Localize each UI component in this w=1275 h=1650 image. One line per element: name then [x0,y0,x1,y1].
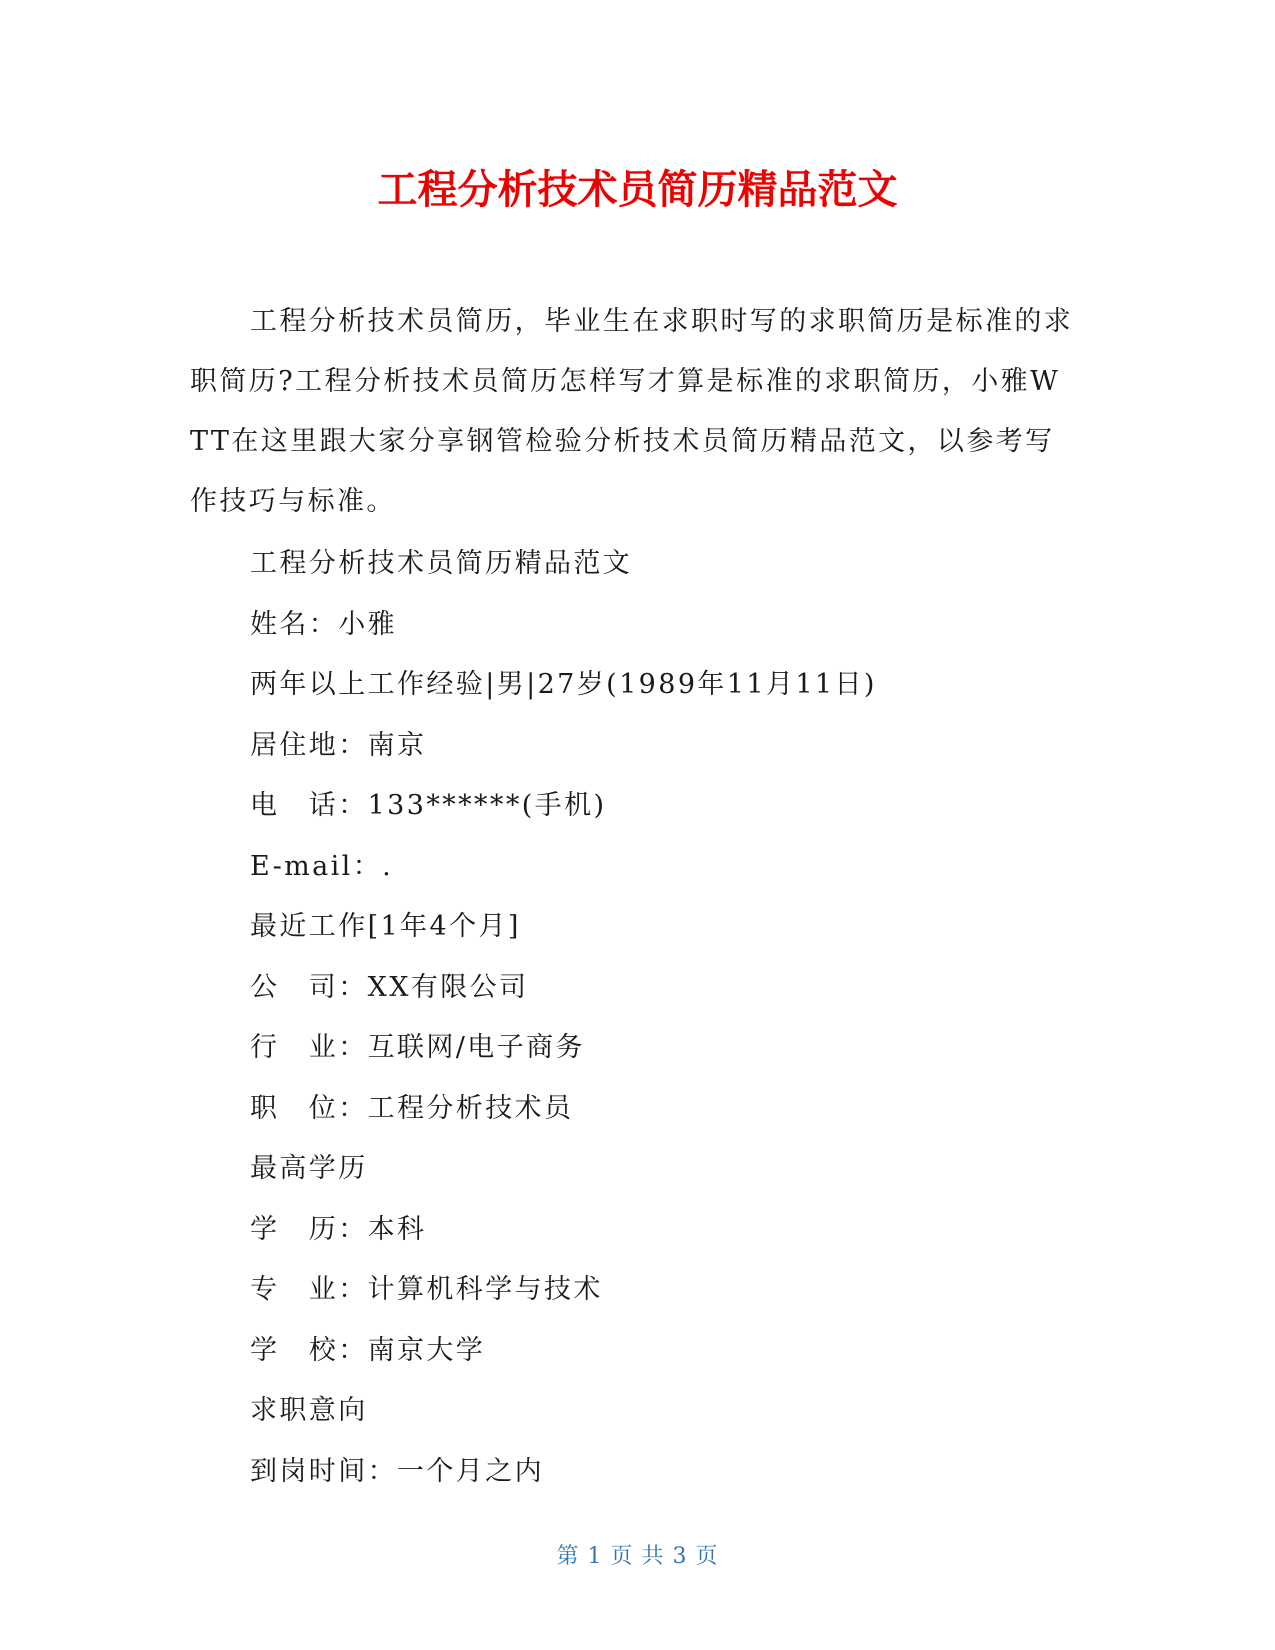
phone-line: 电 话：133******(手机) [250,790,607,821]
job-intention-heading: 求职意向 [250,1395,368,1426]
company-line: 公 司：XX有限公司 [250,971,529,1003]
page-number-footer: 第 1 页 共 3 页 [556,1544,719,1569]
name-line: 姓名：小雅 [250,608,397,640]
school-line: 学 校：南京大学 [250,1334,486,1366]
availability-line: 到岗时间：一个月之内 [250,1455,544,1487]
experience-line: 两年以上工作经验|男|27岁(1989年11月11日) [250,669,877,700]
document-title: 工程分析技术员简历精品范文 [377,167,898,213]
industry-line: 行 业：互联网/电子商务 [250,1032,585,1063]
education-heading: 最高学历 [250,1153,368,1184]
resume-heading: 工程分析技术员简历精品范文 [250,548,633,579]
position-line: 职 位：工程分析技术员 [250,1092,574,1124]
recent-work-heading: 最近工作[1年4个月] [250,911,521,942]
degree-line: 学 历：本科 [250,1213,427,1245]
intro-paragraph: 工程分析技术员简历，毕业生在求职时写的求职简历是标准的求职简历?工程分析技术员简历怎样写才算是标准的求职简历，小雅WTT在这里跟大家分享钢管检验分析技术员简历精品范文，以参考写作技巧与标准。 [190,306,1074,517]
email-line: E-mail：. [250,850,394,882]
resume-lines [250,534,877,1502]
major-line: 专 业：计算机科学与技术 [250,1274,603,1305]
residence-line: 居住地：南京 [250,729,427,761]
